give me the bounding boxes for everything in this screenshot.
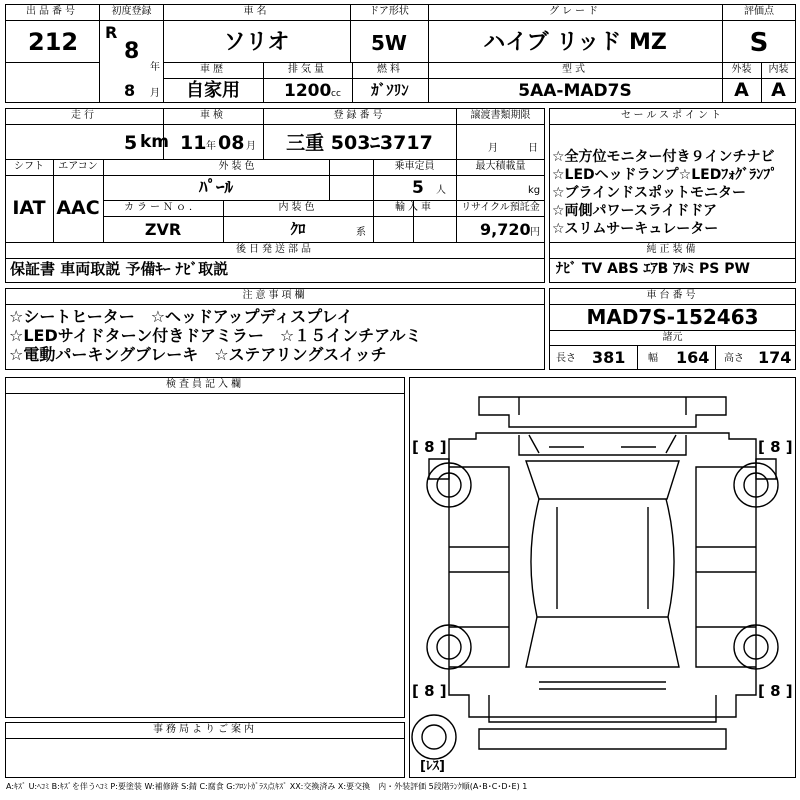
history: 自家用 xyxy=(186,80,240,101)
inspection-month: 08 xyxy=(218,132,245,154)
color-no-label: カラーＮｏ． xyxy=(124,202,202,213)
ext-color-label: 外装色 xyxy=(218,161,258,172)
fuel: ｶﾞｿﾘﾝ xyxy=(371,81,409,99)
transfer-day-unit: 日 xyxy=(528,143,538,154)
sales-point-item: ☆ブラインドスポットモニター xyxy=(552,185,746,201)
tire-spare: [ﾚｽ] xyxy=(420,759,445,774)
note-line: ☆電動パーキングブレーキ ☆ステアリングスイッチ xyxy=(9,345,387,364)
recycle-unit: 円 xyxy=(530,227,540,238)
lot-number: 212 xyxy=(28,28,79,56)
history-label: 車歴 xyxy=(200,64,226,75)
note-line: ☆シートヒーター ☆ヘッドアップディスプレイ xyxy=(9,307,353,326)
first-reg-year-unit: 年 xyxy=(150,62,160,73)
later-parts: 保証書 車両取説 予備ｷｰ ﾅﾋﾞ取説 xyxy=(10,260,229,278)
width-label: 幅 xyxy=(648,353,658,364)
body-outline xyxy=(449,433,756,717)
sales-point-item: ☆スリムサーキュレーター xyxy=(552,221,719,237)
transfer-month-unit: 月 xyxy=(488,143,498,154)
legend: A:ｷｽﾞ U:ﾍｺﾐ B:ｷｽﾞを伴うﾍｺﾐ P:要塗装 W:補修跡 S:錆 C:腐食 G:ﾌﾛﾝﾄｶﾞﾗｽ点ｷｽﾞ XX:交換済み X:要交換 内・外装評価 5段階ﾗﾝｸ順(A･B･C･D･E) 1 xyxy=(6,782,528,791)
car-name: ソリオ xyxy=(223,30,290,55)
sales-point-item: ☆両側パワースライドドア xyxy=(552,203,718,219)
score-label: 評価点 xyxy=(744,6,774,17)
score-value: S xyxy=(749,28,769,58)
exterior-grade: A xyxy=(734,79,749,101)
recycle-label: リサイクル預託金 xyxy=(461,202,540,213)
car-diagram xyxy=(409,377,796,778)
roof xyxy=(531,499,674,617)
inspector-label: 検査員記入欄 xyxy=(166,379,244,390)
model-label: 型式 xyxy=(562,64,588,75)
max-load-unit: kg xyxy=(528,185,541,196)
inspector-block xyxy=(5,377,405,718)
int-color-label: 内装色 xyxy=(278,202,318,213)
specs-label: 諸元 xyxy=(662,332,683,343)
rear-window xyxy=(526,617,679,667)
capacity: 5 xyxy=(412,178,424,198)
mileage: 5 xyxy=(124,132,138,154)
windshield xyxy=(526,461,679,499)
displacement: 1200 xyxy=(284,81,332,101)
inspection-label: 車検 xyxy=(200,110,226,121)
height-label: 高さ xyxy=(724,353,744,364)
int-color: ｸﾛ xyxy=(290,220,306,238)
sales-point-item: ☆LEDヘッドランプ☆LEDﾌｫｸﾞﾗﾝﾌﾟ xyxy=(552,167,778,183)
grade: ハイブ リッド MZ xyxy=(483,30,667,55)
first-reg-label: 初度登録 xyxy=(111,6,152,17)
displacement-unit: cc xyxy=(331,89,341,99)
width: 164 xyxy=(676,348,710,367)
note-line: ☆LEDサイドターン付きドアミラー ☆１５インチアルミ xyxy=(9,326,422,345)
tire-front-left: [ 8 ] xyxy=(412,438,447,456)
equipment: ﾅﾋﾞ TV ABS ｴｱB ｱﾙﾐ PS PW xyxy=(556,261,750,277)
mileage-label: 走行 xyxy=(71,110,97,121)
first-reg-year: 8 xyxy=(124,39,140,64)
import-label: 輸入車 xyxy=(395,202,434,213)
hood xyxy=(519,435,686,455)
right-mirror xyxy=(756,459,776,479)
displacement-label: 排気量 xyxy=(288,64,327,75)
plate-number: 三重 503ﾆ3717 xyxy=(286,132,433,154)
shift: IAT xyxy=(12,197,46,219)
right-doors xyxy=(696,467,756,667)
length-label: 長さ xyxy=(556,353,576,364)
first-reg-month-unit: 月 xyxy=(150,88,160,99)
plate-label: 登録番号 xyxy=(333,110,386,121)
later-parts-label: 後日発送部品 xyxy=(236,244,314,255)
aircon: AAC xyxy=(56,197,100,219)
first-reg-month: 8 xyxy=(124,81,136,100)
inspection-year: 11 xyxy=(180,132,207,154)
sales-point-item: ☆全方位モニター付き９インチナビ xyxy=(552,149,775,165)
inspection-year-unit: 年 xyxy=(206,141,216,152)
transfer-label: 譲渡書類期限 xyxy=(470,110,531,121)
inspection-month-unit: 月 xyxy=(246,141,256,152)
height: 174 xyxy=(758,348,792,367)
shift-label: シフト xyxy=(14,161,44,172)
notes-label: 注意事項欄 xyxy=(242,290,308,301)
max-load-label: 最大積載量 xyxy=(475,161,526,172)
aircon-label: エアコン xyxy=(58,161,98,172)
fuel-label: 燃料 xyxy=(377,64,403,75)
grade-label: グレード xyxy=(549,6,601,17)
mileage-unit: km xyxy=(140,132,170,152)
door-label: ドア形状 xyxy=(369,6,409,17)
tire-rear-right: [ 8 ] xyxy=(758,682,793,700)
rear-bumper xyxy=(489,695,716,722)
chassis-label: 車台番号 xyxy=(646,290,699,301)
int-color-suffix: 系 xyxy=(356,227,366,238)
tire-front-right: [ 8 ] xyxy=(758,438,793,456)
car-name-label: 車名 xyxy=(243,6,270,17)
sales-points-label: セールスポイント xyxy=(620,110,725,121)
recycle-fee: 9,720 xyxy=(480,220,531,239)
left-mirror xyxy=(429,459,449,479)
length: 381 xyxy=(592,348,626,367)
capacity-label: 乗車定員 xyxy=(394,161,435,172)
spare-tire xyxy=(412,715,456,759)
color-no: ZVR xyxy=(144,220,182,239)
office-label: 事務局よりご案内 xyxy=(153,724,257,735)
interior-grade: A xyxy=(771,79,786,101)
left-doors xyxy=(449,467,509,667)
door-type: 5W xyxy=(371,31,407,55)
front-bumper xyxy=(479,397,726,427)
chassis-number: MAD7S-152463 xyxy=(586,305,759,329)
model-code: 5AA-MAD7S xyxy=(518,81,632,101)
interior-label: 内装 xyxy=(768,64,789,75)
exterior-label: 外装 xyxy=(731,64,752,75)
capacity-unit: 人 xyxy=(436,185,446,196)
ext-color: ﾊﾟｰﾙ xyxy=(199,178,233,198)
first-reg-era: R xyxy=(105,23,118,42)
lot-label: 出品番号 xyxy=(26,6,78,17)
equipment-label: 純正装備 xyxy=(646,244,699,255)
tire-rear-left: [ 8 ] xyxy=(412,682,447,700)
